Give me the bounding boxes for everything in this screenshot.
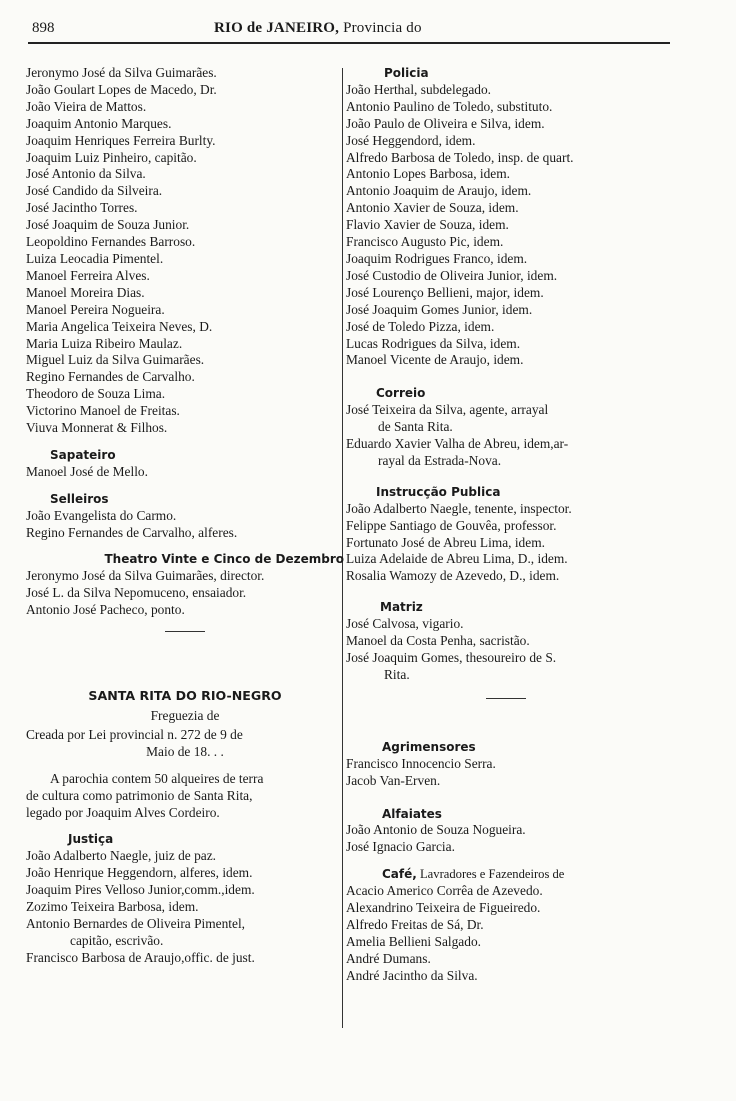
list-item: Francisco Barbosa de Araujo,offic. de just. bbox=[26, 949, 255, 965]
list-item: Antonio Lopes Barbosa, idem. bbox=[346, 166, 511, 182]
policia-heading: Policia bbox=[384, 66, 429, 80]
instrucao-heading: Instrucção Publica bbox=[376, 484, 501, 499]
list-item: João Paulo de Oliveira e Silva, idem. bbox=[346, 115, 545, 131]
list-item: José Custodio de Oliveira Junior, idem. bbox=[346, 267, 558, 283]
spacer bbox=[346, 684, 666, 698]
list-item: Acacio Americo Corrêa de Azevedo. bbox=[346, 883, 543, 899]
list-item: João Goulart Lopes de Macedo, Dr. bbox=[26, 81, 217, 97]
list-item: Fortunato José de Abreu Lima, idem. bbox=[346, 534, 545, 550]
list-item: Joaquim Luiz Pinheiro, capitão. bbox=[26, 149, 197, 165]
list-item: Theodoro de Souza Lima. bbox=[26, 386, 166, 402]
list-item: Flavio Xavier de Souza, idem. bbox=[346, 217, 509, 233]
correio-heading: Correio bbox=[376, 386, 426, 401]
running-title bbox=[214, 20, 422, 37]
list-item: Lucas Rodrigues da Silva, idem. bbox=[346, 335, 521, 351]
list-item: Jacob Van-Erven. bbox=[346, 772, 441, 788]
list-item: Maria Angelica Teixeira Neves, D. bbox=[26, 318, 213, 334]
list-item: Regino Fernandes de Carvalho. bbox=[26, 369, 195, 385]
header-rule bbox=[28, 42, 670, 44]
list-item: José Jacintho Torres. bbox=[26, 200, 138, 216]
spacer bbox=[346, 470, 666, 484]
creada-line-2: Maio de 18. . . bbox=[146, 743, 224, 759]
selleiros-heading: Selleiros bbox=[50, 491, 109, 506]
list-item: José Antonio da Silva. bbox=[26, 166, 146, 182]
spacer bbox=[346, 790, 666, 806]
list-item: Manoel Vicente de Araujo, idem. bbox=[346, 352, 524, 368]
list-item: João Herthal, subdelegado. bbox=[346, 81, 492, 97]
spacer bbox=[26, 437, 344, 447]
list-item: José Heggendord, idem. bbox=[346, 132, 476, 148]
alfaiates-heading: Alfaiates bbox=[382, 806, 442, 821]
page-number: 898 bbox=[32, 20, 55, 36]
creada-text: Creada por Lei provincial n. 272 de 9 de bbox=[26, 726, 243, 742]
spacer bbox=[346, 369, 666, 385]
parochia-line-3: legado por Joaquim Alves Cordeiro. bbox=[26, 804, 220, 820]
sapateiro-heading: Sapateiro bbox=[50, 447, 116, 462]
spacer bbox=[26, 632, 344, 688]
list-item: Luiza Leocadia Pimentel. bbox=[26, 250, 164, 266]
creada-line-1 bbox=[26, 727, 344, 744]
list-item: José Ignacio Garcia. bbox=[346, 839, 455, 855]
list-item: Antonio Joaquim de Araujo, idem. bbox=[346, 183, 532, 199]
section-title: SANTA RITA DO RIO-NEGRO bbox=[88, 688, 282, 704]
parochia-line-1: A parochia contem 50 alqueires de terra bbox=[50, 770, 264, 786]
parochia-line-2: de cultura como patrimonio de Santa Rita, bbox=[26, 787, 253, 803]
cafe-heading-bold: Café, bbox=[382, 867, 417, 882]
list-item: José Joaquim Gomes, thesoureiro de S. bbox=[346, 650, 557, 665]
list-item: Manoel José de Mello. bbox=[26, 463, 148, 479]
right-column bbox=[346, 65, 666, 985]
spacer bbox=[26, 541, 344, 551]
list-item: Victorino Manoel de Freitas. bbox=[26, 403, 180, 419]
list-item: Manoel Pereira Nogueira. bbox=[26, 301, 165, 317]
spacer bbox=[26, 619, 344, 631]
list-item: Jeronymo José da Silva Guimarães, director. bbox=[26, 568, 265, 584]
list-item: José Teixeira da Silva, agente, arrayal bbox=[346, 402, 549, 418]
list-item: Viuva Monnerat & Filhos. bbox=[26, 420, 168, 436]
list-item: rayal da Estrada-Nova. bbox=[378, 452, 502, 468]
cafe-heading-rest: Lavradores e Fazendeiros de bbox=[419, 867, 565, 882]
list-item: Felippe Santiago de Gouvêa, professor. bbox=[346, 517, 557, 533]
list-item: Manoel Ferreira Alves. bbox=[26, 267, 150, 283]
list-item: Antonio Xavier de Souza, idem. bbox=[346, 200, 519, 216]
list-item: João Antonio de Souza Nogueira. bbox=[346, 822, 526, 838]
list-item: José Candido da Silveira. bbox=[26, 183, 163, 199]
freguezia-label: Freguezia de bbox=[150, 708, 220, 723]
list-item: José Joaquim Gomes Junior, idem. bbox=[346, 301, 533, 317]
spacer bbox=[26, 821, 344, 831]
list-item: Luiza Adelaide de Abreu Lima, D., idem. bbox=[346, 551, 568, 567]
list-item: Miguel Luiz da Silva Guimarães. bbox=[26, 352, 205, 368]
spacer bbox=[346, 585, 666, 599]
running-title-city: RIO de JANEIRO, bbox=[214, 20, 340, 36]
list-item: Leopoldino Fernandes Barroso. bbox=[26, 234, 196, 250]
list-item: José Joaquim de Souza Junior. bbox=[26, 217, 190, 233]
list-item: João Adalberto Naegle, tenente, inspector. bbox=[346, 500, 572, 516]
list-item: André Dumans. bbox=[346, 950, 431, 966]
matriz-heading: Matriz bbox=[380, 600, 423, 615]
list-item: José de Toledo Pizza, idem. bbox=[346, 318, 495, 334]
list-item: Alfredo Barbosa de Toledo, insp. de quart. bbox=[346, 149, 574, 165]
list-item: Eduardo Xavier Valha de Abreu, idem,ar- bbox=[346, 436, 569, 452]
list-item: Alexandrino Teixeira de Figueiredo. bbox=[346, 900, 541, 916]
list-item: Joaquim Rodrigues Franco, idem. bbox=[346, 250, 528, 266]
list-item: José Calvosa, vigario. bbox=[346, 616, 464, 632]
list-item: de Santa Rita. bbox=[378, 419, 453, 435]
list-item: Antonio José Pacheco, ponto. bbox=[26, 602, 185, 618]
list-item: João Adalberto Naegle, juiz de paz. bbox=[26, 848, 216, 864]
list-item: Maria Luiza Ribeiro Maulaz. bbox=[26, 335, 183, 351]
list-item: Joaquim Pires Velloso Junior,comm.,idem. bbox=[26, 882, 255, 898]
list-item: José L. da Silva Nepomuceno, ensaiador. bbox=[26, 585, 247, 601]
running-header bbox=[0, 0, 736, 48]
spacer bbox=[26, 761, 344, 771]
list-item: Antonio Paulino de Toledo, substituto. bbox=[346, 98, 553, 114]
list-item: Amelia Bellieni Salgado. bbox=[346, 933, 481, 949]
list-item: Zozimo Teixeira Barbosa, idem. bbox=[26, 899, 199, 915]
list-item: Alfredo Freitas de Sá, Dr. bbox=[346, 916, 484, 932]
justica-heading: Justiça bbox=[68, 832, 114, 847]
cafe-heading bbox=[346, 866, 666, 883]
theatro-heading: Theatro Vinte e Cinco de Dezembro bbox=[104, 552, 344, 567]
running-title-rest: Provincia do bbox=[343, 20, 422, 36]
list-item: Francisco Innocencio Serra. bbox=[346, 755, 496, 771]
spacer bbox=[346, 699, 666, 739]
list-item: Joaquim Henriques Ferreira Burlty. bbox=[26, 132, 216, 148]
list-item: Francisco Augusto Pic, idem. bbox=[346, 234, 504, 250]
list-item: João Evangelista do Carmo. bbox=[26, 507, 177, 523]
list-item: Rita. bbox=[384, 666, 410, 682]
list-item: João Vieira de Mattos. bbox=[26, 98, 147, 114]
left-column bbox=[26, 65, 344, 967]
list-item: capitão, escrivão. bbox=[70, 932, 164, 948]
list-item: Jeronymo José da Silva Guimarães. bbox=[26, 65, 217, 80]
name-list bbox=[26, 65, 344, 437]
list-item: João Henrique Heggendorn, alferes, idem. bbox=[26, 865, 253, 881]
list-item: Antonio Bernardes de Oliveira Pimentel, bbox=[26, 915, 246, 931]
list-item: Manoel Moreira Dias. bbox=[26, 284, 145, 300]
list-item: André Jacintho da Silva. bbox=[346, 967, 478, 983]
agrimensores-heading: Agrimensores bbox=[382, 739, 476, 754]
list-item: Rosalia Wamozy de Azevedo, D., idem. bbox=[346, 568, 560, 584]
list-item: Regino Fernandes de Carvalho, alferes. bbox=[26, 524, 238, 540]
spacer bbox=[346, 856, 666, 866]
spacer bbox=[26, 481, 344, 491]
list-item: José Lourenço Bellieni, major, idem. bbox=[346, 284, 544, 300]
list-item: Manoel da Costa Penha, sacristão. bbox=[346, 633, 530, 649]
list-item: Joaquim Antonio Marques. bbox=[26, 115, 172, 131]
